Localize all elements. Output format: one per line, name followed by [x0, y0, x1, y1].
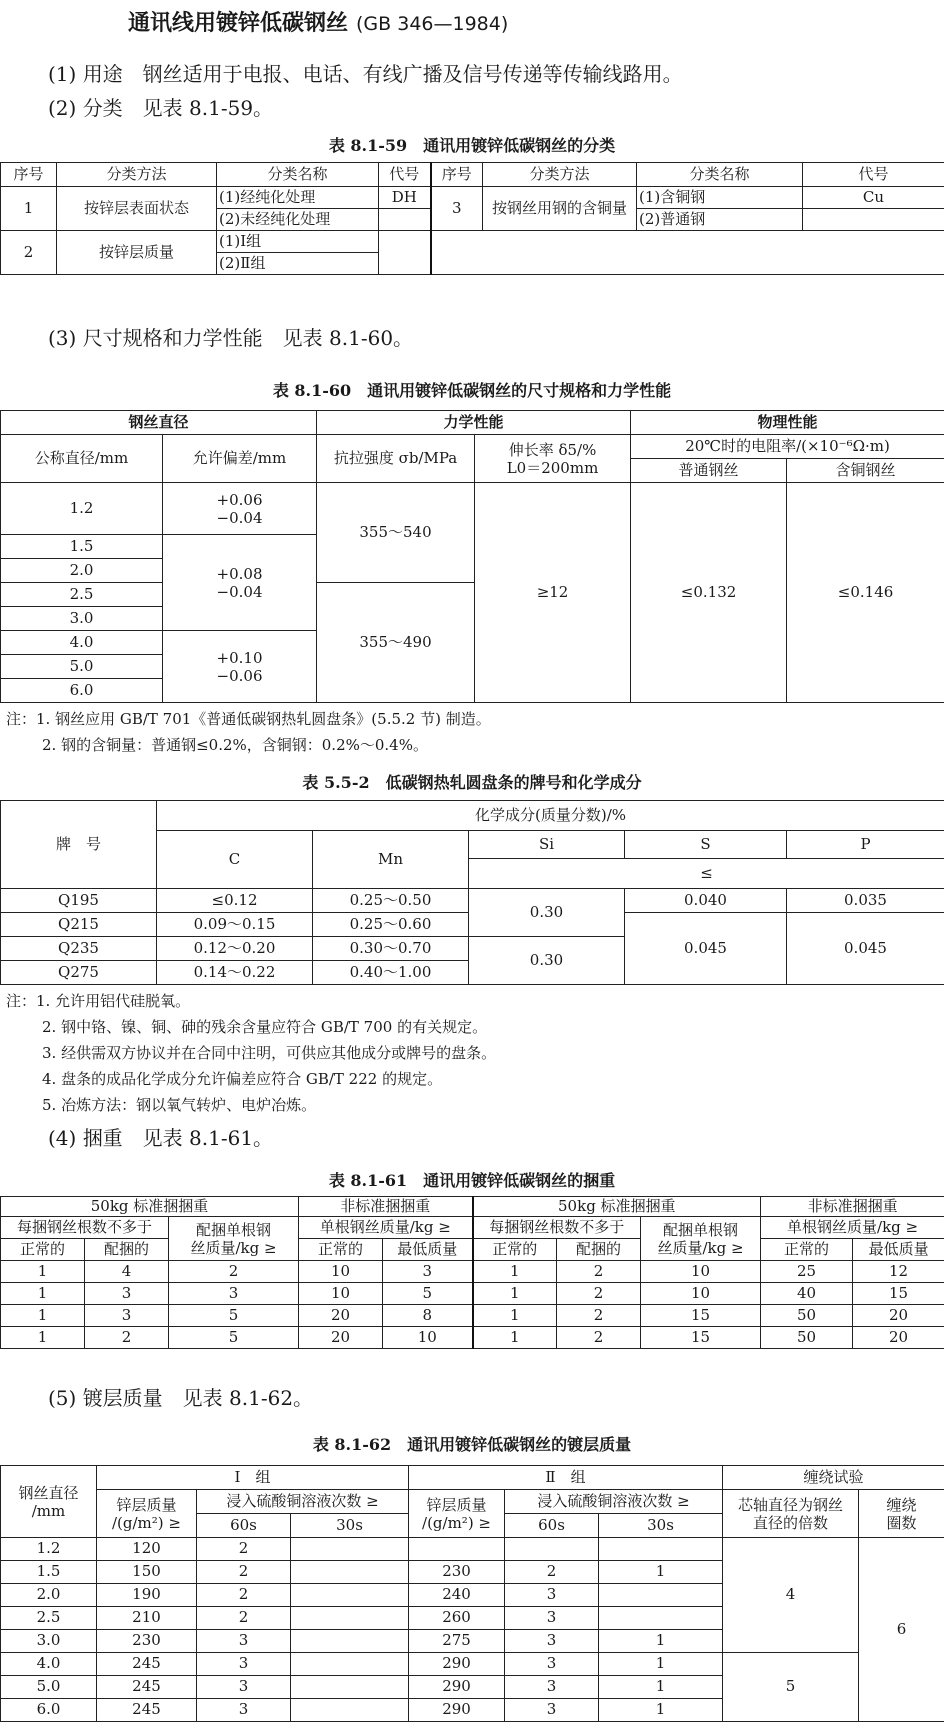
header-line: 配捆单根钢: [663, 1220, 739, 1239]
table-cell: 25: [761, 1261, 853, 1283]
table-cell: 245: [97, 1699, 197, 1722]
table-cell: (1)经纯化处理: [217, 187, 379, 209]
header-cell: Si: [469, 831, 625, 859]
table-cell: 2: [1, 231, 57, 275]
table-row: [1, 1305, 944, 1327]
table-cell: 20: [853, 1327, 944, 1349]
header-cell: 序号: [1, 163, 57, 187]
table-cell: 0.12～0.20: [157, 937, 313, 961]
table-552-caption: 表 5.5-2 低碳钢热轧圆盘条的牌号和化学成分: [302, 773, 642, 792]
table-cell: Q195: [1, 889, 157, 913]
table-cell: [379, 231, 431, 275]
table-cell: 290: [409, 1676, 505, 1699]
table-cell: 2: [197, 1538, 291, 1561]
table-cell: 1: [599, 1676, 723, 1699]
table-cell: 230: [97, 1630, 197, 1653]
table-cell: 1: [1, 187, 57, 231]
header-line: 丝质量/kg ≥: [657, 1238, 744, 1257]
table-cell: (2)普通钢: [637, 209, 803, 231]
table-row: [1, 187, 944, 209]
tolerance-plus: +0.10: [216, 648, 263, 667]
header-cell: [859, 1490, 944, 1538]
table-cell: 2: [197, 1561, 291, 1584]
header-line: L0＝200mm: [506, 458, 599, 477]
header-cell: 非标准捆捆重: [299, 1197, 473, 1217]
table-cell: 按锌层表面状态: [57, 187, 217, 231]
table-cell: 230: [409, 1561, 505, 1584]
table-cell: 8: [383, 1305, 473, 1327]
table-cell: 2: [557, 1261, 641, 1283]
table-cell: 1: [473, 1327, 557, 1349]
table-cell: (1)含铜钢: [637, 187, 803, 209]
table-cell: (2)Ⅱ组: [217, 253, 379, 275]
table-cell: 5.0: [1, 1676, 97, 1699]
table-cell: [505, 1538, 599, 1561]
table-cell: 10: [641, 1261, 761, 1283]
header-cell: 60s: [197, 1514, 291, 1538]
table-cell: 0.30: [469, 889, 625, 937]
header-line: 芯轴直径为钢丝: [738, 1495, 844, 1514]
table-row: [1, 889, 944, 913]
table-cell: 245: [97, 1653, 197, 1676]
header-cell: [641, 1217, 761, 1261]
header-cell: 牌 号: [1, 801, 157, 889]
table-cell: 50: [761, 1305, 853, 1327]
table-cell: [163, 535, 317, 631]
table-cell: Cu: [803, 187, 944, 209]
header-cell: 50kg 标准捆捆重: [473, 1197, 761, 1217]
table-cell: 6: [859, 1538, 944, 1722]
table-cell: 4: [85, 1261, 169, 1283]
table-cell: 3.0: [1, 1630, 97, 1653]
table-cell: 0.14～0.22: [157, 961, 313, 985]
header-cell: 含铜钢丝: [787, 459, 944, 483]
header-cell: 单根钢丝质量/kg ≥: [761, 1217, 944, 1239]
table-cell: 2.0: [1, 1584, 97, 1607]
table-cell: 3: [505, 1699, 599, 1722]
header-cell: 每捆钢丝根数不多于: [473, 1217, 641, 1239]
header-cell: 代号: [379, 163, 431, 187]
header-line: 配捆单根钢: [196, 1220, 272, 1239]
table-cell: 10: [641, 1283, 761, 1305]
header-cell: 序号: [431, 163, 483, 187]
header-cell: Mn: [313, 831, 469, 889]
header-line: 丝质量/kg ≥: [190, 1238, 277, 1257]
header-cell: Ⅱ 组: [409, 1466, 723, 1490]
table-cell: 按锌层质量: [57, 231, 217, 275]
header-cell: 最低质量: [383, 1239, 473, 1261]
section-size: (3) 尺寸规格和力学性能 见表 8.1-60。: [48, 326, 414, 350]
table-cell: 1: [1, 1261, 85, 1283]
header-cell: 60s: [505, 1514, 599, 1538]
header-cell: [409, 1490, 505, 1538]
table-cell: 20: [853, 1305, 944, 1327]
table-cell: ≤0.132: [631, 483, 787, 703]
table-552-note-4: 4. 盘条的成品化学成分允许偏差应符合 GB/T 222 的规定。: [42, 1070, 443, 1088]
header-cell: 配捆的: [85, 1239, 169, 1261]
header-cell: 50kg 标准捆捆重: [1, 1197, 299, 1217]
table-cell: 4: [723, 1538, 859, 1653]
table-cell: 15: [641, 1305, 761, 1327]
header-cell: S: [625, 831, 787, 859]
header-cell: 分类方法: [57, 163, 217, 187]
header-cell: 分类方法: [483, 163, 637, 187]
table-60-group-row: [1, 411, 944, 435]
table-cell: Q235: [1, 937, 157, 961]
table-61-header-row: [1, 1217, 944, 1239]
header-cell: 公称直径/mm: [1, 435, 163, 483]
header-line: 圈数: [886, 1513, 917, 1532]
table-cell: (1)Ⅰ组: [217, 231, 379, 253]
table-cell: 245: [97, 1676, 197, 1699]
table-60-note-2: 2. 钢的含铜量：普通钢≤0.2%，含铜钢：0.2%～0.4%。: [42, 736, 428, 754]
table-cell: 0.045: [625, 913, 787, 985]
table-row: [1, 1538, 944, 1561]
header-cell: 20℃时的电阻率/(×10⁻⁶Ω·m): [631, 435, 944, 459]
table-552-note-3: 3. 经供需双方协议并在合同中注明，可供应其他成分或牌号的盘条。: [42, 1044, 497, 1062]
header-cell: 配捆的: [557, 1239, 641, 1261]
table-61-group-row: [1, 1197, 944, 1217]
table-cell: 3: [85, 1305, 169, 1327]
table-cell: [291, 1607, 409, 1630]
table-cell: 120: [97, 1538, 197, 1561]
table-cell: 240: [409, 1584, 505, 1607]
table-cell: ≥12: [475, 483, 631, 703]
table-552-note-1: 注：1. 允许用铝代硅脱氧。: [6, 992, 191, 1010]
table-cell: 1: [599, 1653, 723, 1676]
table-62-header-row: [1, 1490, 944, 1514]
table-cell: [163, 631, 317, 703]
table-cell: 0.40～1.00: [313, 961, 469, 985]
header-cell: 代号: [803, 163, 944, 187]
table-row: [1, 1327, 944, 1349]
tolerance-minus: −0.06: [216, 666, 263, 685]
table-cell: 355～490: [317, 583, 475, 703]
table-60: [0, 410, 944, 703]
table-cell: 5: [169, 1305, 299, 1327]
table-cell: 2: [197, 1607, 291, 1630]
table-cell: 2: [197, 1584, 291, 1607]
tolerance-minus: −0.04: [216, 508, 263, 527]
header-line: 直径的倍数: [753, 1513, 829, 1532]
table-row: [1, 1261, 944, 1283]
table-cell: 190: [97, 1584, 197, 1607]
table-cell: 2.5: [1, 1607, 97, 1630]
table-cell: 2.0: [1, 559, 163, 583]
table-cell: Q215: [1, 913, 157, 937]
table-cell: 5: [169, 1327, 299, 1349]
table-cell: 0.040: [625, 889, 787, 913]
table-cell: 20: [299, 1327, 383, 1349]
table-cell: 1.5: [1, 1561, 97, 1584]
table-cell: ≤0.146: [787, 483, 944, 703]
table-cell: 3: [505, 1653, 599, 1676]
header-cell: 正常的: [761, 1239, 853, 1261]
tolerance-minus: −0.04: [216, 582, 263, 601]
table-cell: 10: [299, 1261, 383, 1283]
header-cell: [169, 1217, 299, 1261]
table-cell: [291, 1561, 409, 1584]
header-cell: 分类名称: [637, 163, 803, 187]
table-cell: 1: [599, 1561, 723, 1584]
table-cell: 0.035: [787, 889, 944, 913]
table-59: [0, 162, 944, 275]
table-cell: [379, 209, 431, 231]
header-cell: 物理性能: [631, 411, 944, 435]
header-cell: 力学性能: [317, 411, 631, 435]
table-row: [1, 231, 944, 253]
table-60-header-row: [1, 435, 944, 459]
table-cell: 2: [169, 1261, 299, 1283]
tolerance-plus: +0.08: [216, 564, 263, 583]
header-cell: 钢丝直径: [1, 411, 317, 435]
table-cell: 3: [197, 1653, 291, 1676]
table-62: [0, 1465, 944, 1722]
table-cell: 按钢丝用钢的含铜量: [483, 187, 637, 231]
tolerance-plus: +0.06: [216, 490, 263, 509]
table-cell: 0.25～0.60: [313, 913, 469, 937]
table-cell: 1.2: [1, 1538, 97, 1561]
table-61-subheader-row: [1, 1239, 944, 1261]
header-cell: P: [787, 831, 944, 859]
header-cell: 允许偏差/mm: [163, 435, 317, 483]
header-cell: 分类名称: [217, 163, 379, 187]
header-cell: 非标准捆捆重: [761, 1197, 944, 1217]
table-cell: 2: [557, 1283, 641, 1305]
table-cell: [291, 1699, 409, 1722]
table-cell: Q275: [1, 961, 157, 985]
table-cell: 12: [853, 1261, 944, 1283]
table-cell: [599, 1538, 723, 1561]
table-cell: 3: [505, 1676, 599, 1699]
table-cell: 5.0: [1, 655, 163, 679]
table-cell: 275: [409, 1630, 505, 1653]
table-cell: [291, 1653, 409, 1676]
table-cell: 15: [641, 1327, 761, 1349]
header-cell: C: [157, 831, 313, 889]
header-cell: 缠绕试验: [723, 1466, 944, 1490]
table-cell: 260: [409, 1607, 505, 1630]
header-cell: Ⅰ 组: [97, 1466, 409, 1490]
document-title: [128, 6, 508, 37]
header-cell: 每捆钢丝根数不多于: [1, 1217, 169, 1239]
table-cell: 3: [85, 1283, 169, 1305]
header-cell: 正常的: [1, 1239, 85, 1261]
table-cell: 3: [197, 1699, 291, 1722]
header-line: /mm: [31, 1501, 66, 1520]
table-cell: 1: [1, 1327, 85, 1349]
header-cell: 浸入硫酸铜溶液次数 ≥: [505, 1490, 723, 1514]
table-cell: 20: [299, 1305, 383, 1327]
table-cell: 1: [1, 1283, 85, 1305]
header-line: 缠绕: [886, 1495, 917, 1514]
table-cell: 1: [473, 1283, 557, 1305]
header-cell: 单根钢丝质量/kg ≥: [299, 1217, 473, 1239]
header-cell: [97, 1490, 197, 1538]
table-cell: 2: [85, 1327, 169, 1349]
table-cell: ≤0.12: [157, 889, 313, 913]
table-cell: 3.0: [1, 607, 163, 631]
table-cell: 2: [557, 1305, 641, 1327]
table-cell: 6.0: [1, 1699, 97, 1722]
table-552-note-5: 5. 冶炼方法：钢以氧气转炉、电炉冶炼。: [42, 1096, 317, 1114]
header-cell: 浸入硫酸铜溶液次数 ≥: [197, 1490, 409, 1514]
header-cell: 30s: [599, 1514, 723, 1538]
table-cell: 3: [197, 1630, 291, 1653]
header-cell: [1, 1466, 97, 1538]
table-552-header-row: [1, 801, 944, 831]
table-cell: 0.09～0.15: [157, 913, 313, 937]
table-cell: [599, 1584, 723, 1607]
table-cell: 3: [383, 1261, 473, 1283]
table-cell: [291, 1538, 409, 1561]
table-cell: 3: [431, 187, 483, 231]
table-cell: 10: [383, 1327, 473, 1349]
section-coating: (5) 镀层质量 见表 8.1-62。: [48, 1386, 314, 1410]
table-cell: 210: [97, 1607, 197, 1630]
section-bundle: (4) 捆重 见表 8.1-61。: [48, 1126, 274, 1150]
table-cell: (2)未经纯化处理: [217, 209, 379, 231]
table-62-group-row: [1, 1466, 944, 1490]
header-line: 钢丝直径: [18, 1483, 79, 1502]
table-cell: [291, 1584, 409, 1607]
section-use: (1) 用途 钢丝适用于电报、电话、有线广播及信号传递等传输线路用。: [48, 62, 683, 86]
table-61: [0, 1196, 944, 1349]
header-cell: 抗拉强度 σb/MPa: [317, 435, 475, 483]
header-cell: 30s: [291, 1514, 409, 1538]
table-cell: [291, 1676, 409, 1699]
header-line: /(g/m²) ≥: [112, 1513, 181, 1532]
table-cell: DH: [379, 187, 431, 209]
table-cell: [599, 1607, 723, 1630]
table-552: [0, 800, 944, 985]
table-cell: 2: [505, 1561, 599, 1584]
header-line: 锌层质量: [116, 1495, 177, 1514]
table-cell: 1: [599, 1630, 723, 1653]
header-cell: ≤: [469, 859, 944, 889]
header-line: 伸长率 δ5/%: [508, 440, 597, 459]
table-cell: 150: [97, 1561, 197, 1584]
table-cell: 0.30～0.70: [313, 937, 469, 961]
header-cell: 普通钢丝: [631, 459, 787, 483]
table-cell: [409, 1538, 505, 1561]
table-cell: 0.045: [787, 913, 944, 985]
title-text: 通讯线用镀锌低碳钢丝: [128, 10, 349, 36]
table-59-caption: 表 8.1-59 通讯用镀锌低碳钢丝的分类: [328, 136, 616, 155]
table-61-caption: 表 8.1-61 通讯用镀锌低碳钢丝的捆重: [328, 1171, 616, 1190]
table-cell: 40: [761, 1283, 853, 1305]
table-cell: 3: [169, 1283, 299, 1305]
standard-number: (GB 346—1984): [356, 13, 509, 35]
header-cell: [723, 1490, 859, 1538]
table-cell: 290: [409, 1699, 505, 1722]
table-cell: 10: [299, 1283, 383, 1305]
table-cell: 4.0: [1, 1653, 97, 1676]
table-cell: 1.5: [1, 535, 163, 559]
table-cell: [163, 483, 317, 535]
table-cell: 1: [473, 1305, 557, 1327]
table-cell: 15: [853, 1283, 944, 1305]
table-cell: 1: [1, 1305, 85, 1327]
table-cell: [291, 1630, 409, 1653]
table-row: [1, 1283, 944, 1305]
table-cell: 50: [761, 1327, 853, 1349]
table-cell: 0.30: [469, 937, 625, 985]
header-line: /(g/m²) ≥: [422, 1513, 492, 1532]
table-cell: 6.0: [1, 679, 163, 703]
table-cell: 355～540: [317, 483, 475, 583]
table-59-header-row: [1, 163, 944, 187]
table-row: [1, 1653, 944, 1676]
section-classify: (2) 分类 见表 8.1-59。: [48, 96, 274, 120]
table-60-note-1: 注：1. 钢丝应用 GB/T 701《普通低碳钢热轧圆盘条》(5.5.2 节) 制造。: [6, 710, 491, 728]
header-cell: [475, 435, 631, 483]
header-cell: 最低质量: [853, 1239, 944, 1261]
table-cell: 3: [505, 1584, 599, 1607]
table-cell: 4.0: [1, 631, 163, 655]
table-cell: 2.5: [1, 583, 163, 607]
header-cell: 正常的: [299, 1239, 383, 1261]
table-cell: 0.25～0.50: [313, 889, 469, 913]
table-62-caption: 表 8.1-62 通讯用镀锌低碳钢丝的镀层质量: [312, 1435, 632, 1454]
table-cell: 5: [723, 1653, 859, 1722]
table-cell: [431, 231, 944, 275]
table-cell: 5: [383, 1283, 473, 1305]
table-cell: 1: [599, 1699, 723, 1722]
table-cell: 290: [409, 1653, 505, 1676]
table-60-caption: 表 8.1-60 通讯用镀锌低碳钢丝的尺寸规格和力学性能: [272, 381, 672, 400]
header-line: 锌层质量: [426, 1495, 487, 1514]
table-cell: 1.2: [1, 483, 163, 535]
table-cell: 2: [557, 1327, 641, 1349]
header-cell: 化学成分(质量分数)/%: [157, 801, 944, 831]
table-cell: 3: [197, 1676, 291, 1699]
table-cell: 3: [505, 1630, 599, 1653]
header-cell: 正常的: [473, 1239, 557, 1261]
table-row: [1, 483, 944, 535]
table-cell: 1: [473, 1261, 557, 1283]
table-cell: 3: [505, 1607, 599, 1630]
table-552-note-2: 2. 钢中铬、镍、铜、砷的残余含量应符合 GB/T 700 的有关规定。: [42, 1018, 488, 1036]
table-cell: [803, 209, 944, 231]
